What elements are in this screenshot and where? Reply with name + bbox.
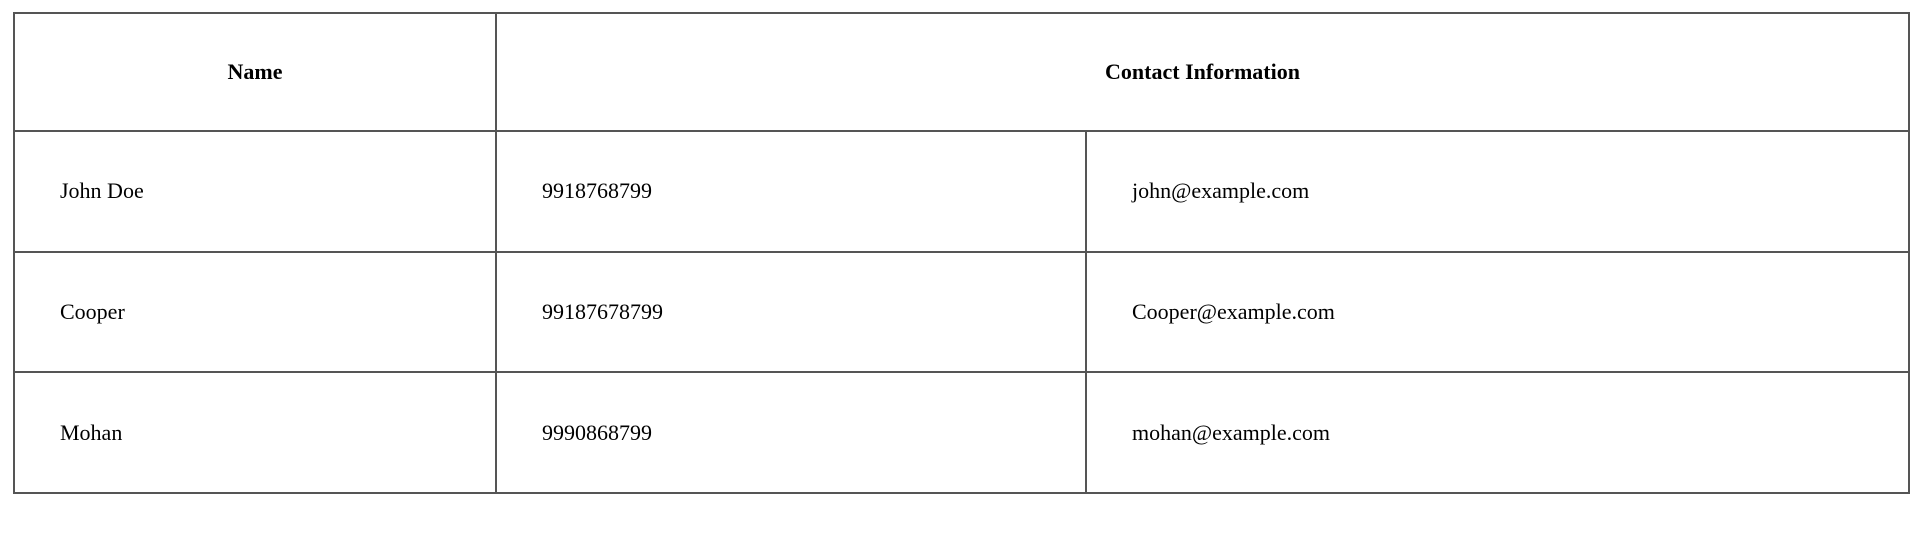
name-cell: Mohan bbox=[14, 372, 496, 493]
phone-cell: 9990868799 bbox=[496, 372, 1086, 493]
table-body bbox=[14, 131, 1909, 493]
phone-cell: 9918768799 bbox=[496, 131, 1086, 252]
header-row bbox=[14, 13, 1909, 131]
table-row bbox=[14, 252, 1909, 373]
name-cell: John Doe bbox=[14, 131, 496, 252]
email-cell: Cooper@example.com bbox=[1086, 252, 1909, 373]
table-header bbox=[14, 13, 1909, 131]
phone-cell: 99187678799 bbox=[496, 252, 1086, 373]
name-cell: Cooper bbox=[14, 252, 496, 373]
contact-table bbox=[13, 12, 1910, 494]
contact-information-column-header: Contact Information bbox=[496, 13, 1909, 131]
email-cell: john@example.com bbox=[1086, 131, 1909, 252]
table-row bbox=[14, 131, 1909, 252]
table-row bbox=[14, 372, 1909, 493]
email-cell: mohan@example.com bbox=[1086, 372, 1909, 493]
name-column-header: Name bbox=[14, 13, 496, 131]
